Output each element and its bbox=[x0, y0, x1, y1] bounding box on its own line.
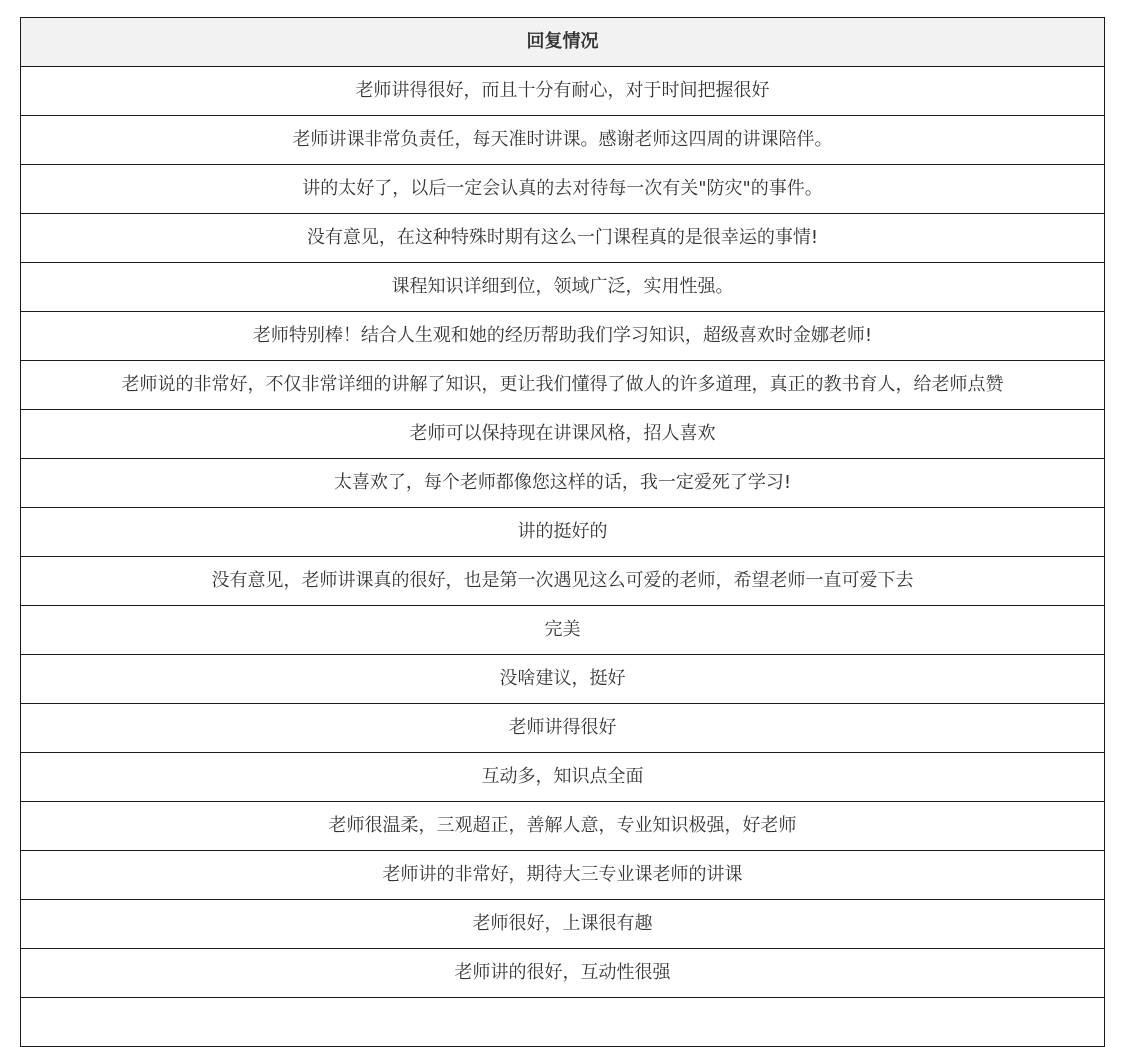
table-row bbox=[21, 606, 1105, 655]
table-row bbox=[21, 116, 1105, 165]
table-row bbox=[21, 851, 1105, 900]
table-cell: 太喜欢了，每个老师都像您这样的话，我一定爱死了学习! bbox=[21, 459, 1105, 508]
table-cell: 老师讲课非常负责任，每天准时讲课。感谢老师这四周的讲课陪伴。 bbox=[21, 116, 1105, 165]
table-cell: 讲的太好了，以后一定会认真的去对待每一次有关"防灾"的事件。 bbox=[21, 165, 1105, 214]
table-cell: 老师讲得很好，而且十分有耐心，对于时间把握很好 bbox=[21, 67, 1105, 116]
table-row bbox=[21, 67, 1105, 116]
table-cell: 课程知识详细到位，领域广泛，实用性强。 bbox=[21, 263, 1105, 312]
table-row bbox=[21, 802, 1105, 851]
feedback-table bbox=[20, 17, 1105, 1047]
table-row bbox=[21, 508, 1105, 557]
table-cell: 老师讲得很好 bbox=[21, 704, 1105, 753]
table-cell: 老师特别棒！结合人生观和她的经历帮助我们学习知识，超级喜欢时金娜老师! bbox=[21, 312, 1105, 361]
table-row bbox=[21, 655, 1105, 704]
table-row bbox=[21, 214, 1105, 263]
table-cell: 老师说的非常好，不仅非常详细的讲解了知识，更让我们懂得了做人的许多道理，真正的教书育人，给老师点赞 bbox=[21, 361, 1105, 410]
table-cell: 讲的挺好的 bbox=[21, 508, 1105, 557]
table-row bbox=[21, 165, 1105, 214]
table-row bbox=[21, 753, 1105, 802]
table-row bbox=[21, 459, 1105, 508]
table-row bbox=[21, 998, 1105, 1047]
table-row bbox=[21, 949, 1105, 998]
table-cell bbox=[21, 998, 1105, 1047]
table-row bbox=[21, 410, 1105, 459]
table-row bbox=[21, 312, 1105, 361]
table-cell: 老师讲的非常好，期待大三专业课老师的讲课 bbox=[21, 851, 1105, 900]
table-row bbox=[21, 263, 1105, 312]
table-cell: 没有意见，在这种特殊时期有这么一门课程真的是很幸运的事情! bbox=[21, 214, 1105, 263]
table-cell: 互动多，知识点全面 bbox=[21, 753, 1105, 802]
table-row bbox=[21, 361, 1105, 410]
table-cell: 老师很好，上课很有趣 bbox=[21, 900, 1105, 949]
table-cell: 老师很温柔，三观超正，善解人意，专业知识极强，好老师 bbox=[21, 802, 1105, 851]
table-cell: 完美 bbox=[21, 606, 1105, 655]
table-header-row bbox=[21, 18, 1105, 67]
table-cell: 没啥建议，挺好 bbox=[21, 655, 1105, 704]
table-row bbox=[21, 900, 1105, 949]
table-cell: 老师讲的很好，互动性很强 bbox=[21, 949, 1105, 998]
column-header-reply-status: 回复情况 bbox=[21, 18, 1105, 67]
feedback-table-container bbox=[20, 17, 1105, 1047]
table-cell: 没有意见，老师讲课真的很好，也是第一次遇见这么可爱的老师，希望老师一直可爱下去 bbox=[21, 557, 1105, 606]
table-row bbox=[21, 557, 1105, 606]
table-cell: 老师可以保持现在讲课风格，招人喜欢 bbox=[21, 410, 1105, 459]
table-row bbox=[21, 704, 1105, 753]
